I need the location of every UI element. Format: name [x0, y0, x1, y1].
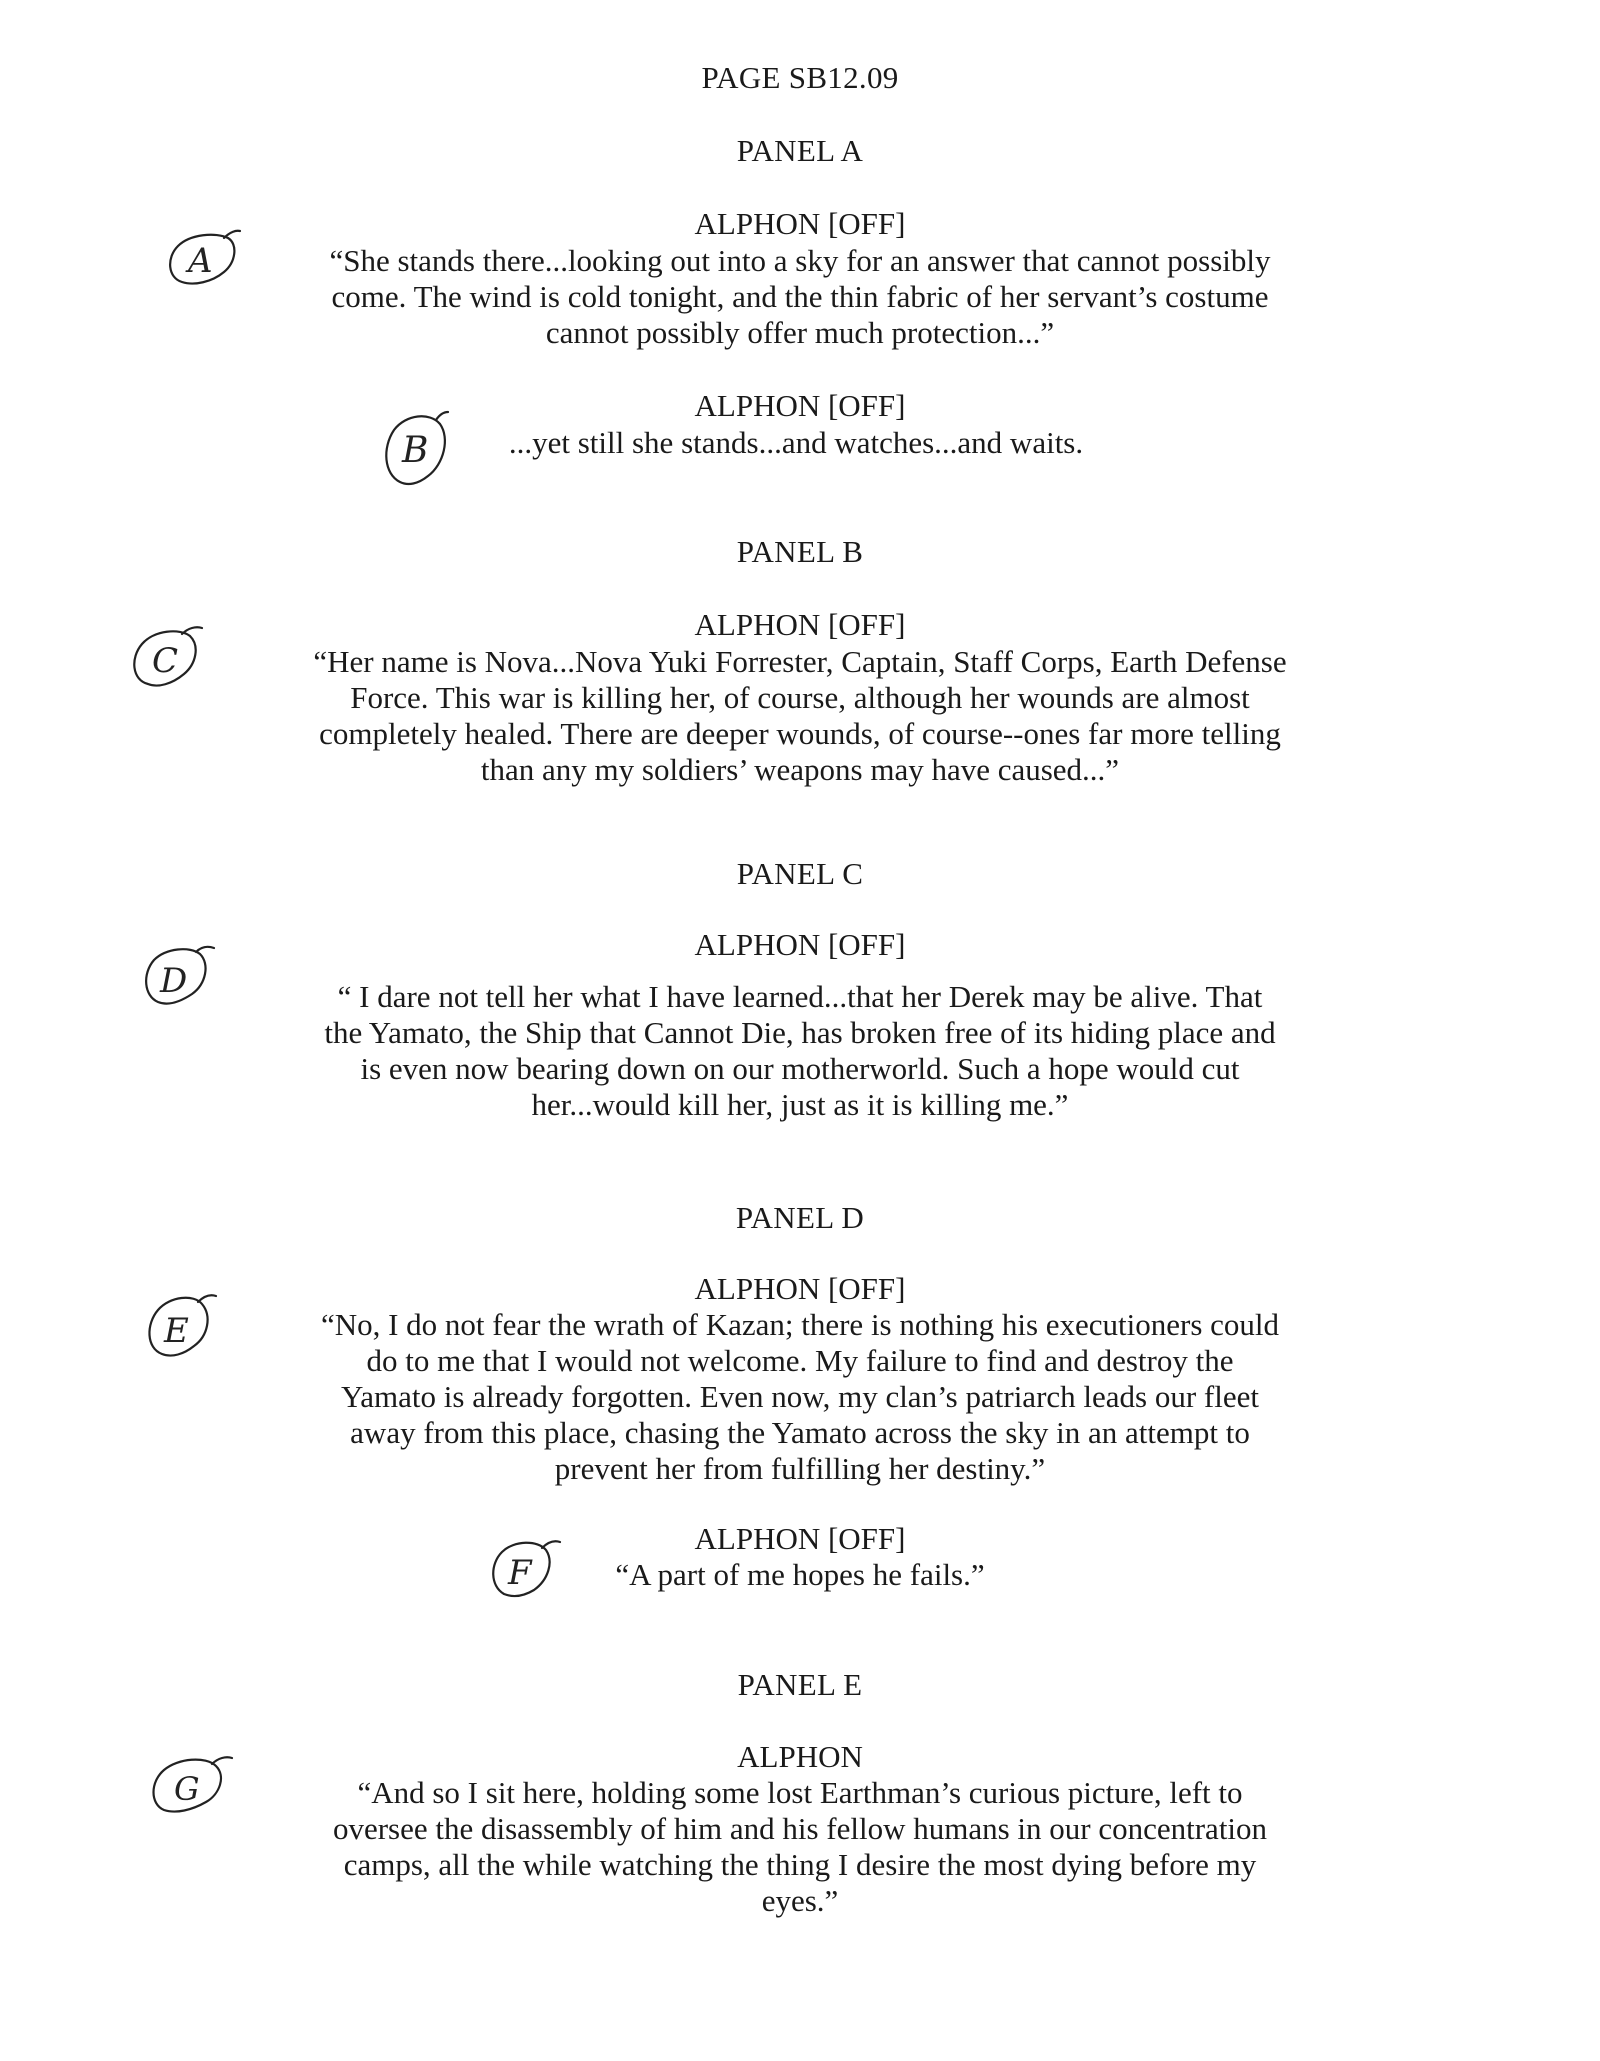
panel-e-heading: PANEL E — [737, 1667, 863, 1702]
balloon-marker-d-letter: D — [160, 961, 188, 1001]
dialogue-line: ...yet still she stands...and watches...and waits. — [508, 425, 1084, 460]
dialogue-line: “And so I sit here, holding some lost Earthman’s curious picture, left to — [357, 1775, 1243, 1810]
dialogue-line: Yamato is already forgotten. Even now, my clan’s patriarch leads our fleet — [341, 1379, 1259, 1414]
panel-c-speaker-1: ALPHON [OFF] — [694, 927, 906, 962]
panel-e-dialogue-1 — [230, 1775, 1370, 1919]
dialogue-line: the Yamato, the Ship that Cannot Die, has broken free of its hiding place and — [324, 1015, 1276, 1050]
balloon-marker-f — [486, 1534, 566, 1600]
dialogue-line: her...would kill her, just as it is killing me.” — [531, 1087, 1069, 1122]
panel-a-speaker-2: ALPHON [OFF] — [694, 388, 906, 423]
panel-d-dialogue-1 — [230, 1307, 1370, 1487]
page-label: PAGE SB12.09 — [701, 60, 899, 95]
balloon-marker-c — [128, 624, 208, 690]
dialogue-line: away from this place, chasing the Yamato across the sky in an attempt to — [350, 1415, 1250, 1450]
balloon-marker-f-letter: F — [508, 1553, 532, 1593]
panel-d-heading: PANEL D — [735, 1200, 865, 1235]
panel-e-speaker-1: ALPHON — [737, 1739, 863, 1774]
balloon-marker-b-letter: B — [402, 430, 429, 471]
dialogue-line: come. The wind is cold tonight, and the thin fabric of her servant’s costume — [331, 279, 1269, 314]
dialogue-line: “ I dare not tell her what I have learned...that her Derek may be alive. That — [337, 979, 1263, 1014]
balloon-marker-g — [146, 1752, 236, 1816]
balloon-marker-d — [138, 942, 218, 1008]
panel-a-heading: PANEL A — [736, 133, 864, 168]
dialogue-line: do to me that I would not welcome. My failure to find and destroy the — [366, 1343, 1234, 1378]
balloon-marker-b — [378, 408, 458, 488]
balloon-marker-e — [142, 1290, 222, 1360]
dialogue-line: eyes.” — [761, 1883, 839, 1918]
panel-c-dialogue-1 — [230, 979, 1370, 1123]
panel-a-speaker-1: ALPHON [OFF] — [694, 206, 906, 241]
panel-b-heading: PANEL B — [736, 534, 864, 569]
dialogue-line: “No, I do not fear the wrath of Kazan; there is nothing his executioners could — [320, 1307, 1280, 1342]
dialogue-line: prevent her from fulfilling her destiny.” — [554, 1451, 1046, 1486]
dialogue-line: completely healed. There are deeper wounds, of course--ones far more telling — [319, 716, 1281, 751]
dialogue-line: is even now bearing down on our motherworld. Such a hope would cut — [360, 1051, 1240, 1086]
dialogue-line: cannot possibly offer much protection...” — [545, 315, 1055, 350]
panel-d-speaker-2: ALPHON [OFF] — [694, 1521, 906, 1556]
panel-a-dialogue-2 — [466, 425, 1126, 461]
panel-d-speaker-1: ALPHON [OFF] — [694, 1271, 906, 1306]
balloon-marker-e-letter: E — [164, 1311, 189, 1351]
dialogue-line: “She stands there...looking out into a sky for an answer that cannot possibly — [329, 243, 1271, 278]
dialogue-line: “A part of me hopes he fails.” — [615, 1557, 985, 1592]
balloon-marker-a-letter: A — [188, 241, 213, 281]
panel-a-dialogue-1 — [230, 243, 1370, 351]
dialogue-line: Force. This war is killing her, of course, although her wounds are almost — [350, 680, 1250, 715]
dialogue-line: oversee the disassembly of him and his fellow humans in our concentration — [332, 1811, 1268, 1846]
balloon-marker-g-letter: G — [174, 1770, 200, 1808]
dialogue-line: than any my soldiers’ weapons may have caused...” — [480, 752, 1120, 787]
panel-b-speaker-1: ALPHON [OFF] — [694, 607, 906, 642]
panel-d-dialogue-2 — [560, 1557, 1040, 1593]
dialogue-line: camps, all the while watching the thing I desire the most dying before my — [343, 1847, 1257, 1882]
panel-c-heading: PANEL C — [736, 856, 864, 891]
panel-b-dialogue-1 — [230, 644, 1370, 788]
dialogue-line: “Her name is Nova...Nova Yuki Forrester, Captain, Staff Corps, Earth Defense — [313, 644, 1287, 679]
balloon-marker-c-letter: C — [152, 641, 179, 681]
